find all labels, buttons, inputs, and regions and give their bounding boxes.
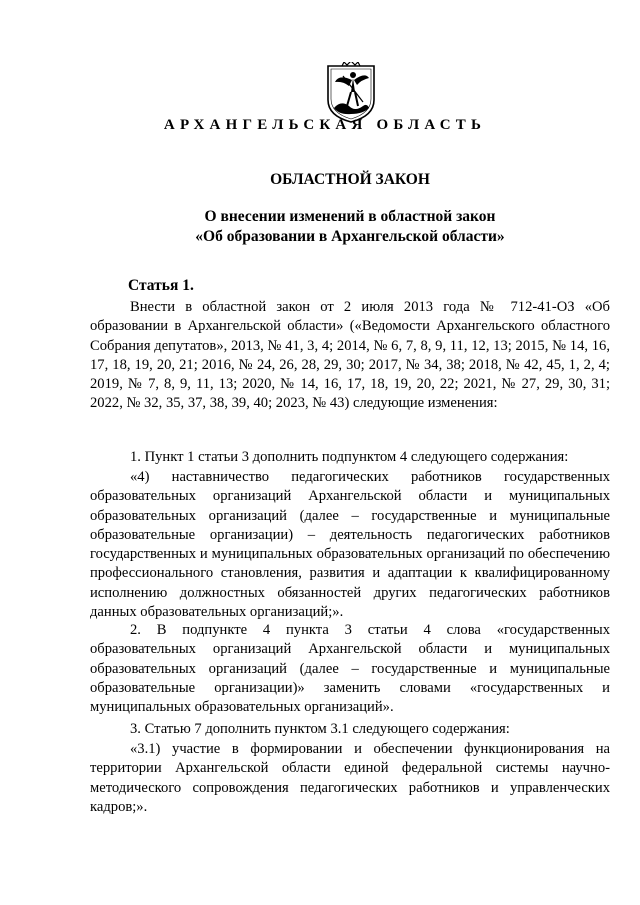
region-name: АРХАНГЕЛЬСКАЯ ОБЛАСТЬ — [163, 117, 487, 133]
paragraph-item-2: 2. В подпункте 4 пункта 3 статьи 4 слова «государственных образовательных организаций Архангельской области и муниципальных образовательных организаций (далее – государственные и муниципальные образовательные организации)» заменить словами «государственных и муниципальных образовательных организаций». — [90, 622, 610, 716]
law-title-line-2: «Об образовании в Архангельской области» — [195, 228, 505, 245]
law-type-heading: ОБЛАСТНОЙ ЗАКОН — [270, 171, 430, 188]
law-title-line-1: О внесении изменений в областной закон — [204, 208, 496, 225]
law-title — [0, 207, 640, 247]
article-heading: Статья 1. — [128, 277, 194, 294]
paragraph-item-3-text: «3.1) участие в формировании и обеспечении функционирования на территории Архангельской области единой федеральной системы научно-методического сопровождения педагогических работников и управленческих кадров;». — [90, 741, 610, 815]
coat-of-arms-icon — [325, 62, 377, 124]
paragraph-item-3: 3. Статью 7 дополнить пунктом 3.1 следующего содержания: — [130, 721, 510, 737]
paragraph-item-1-text: «4) наставничество педагогических работников государственных образовательных организаций Архангельской области и муниципальных образовательных организаций (далее – государственные и муниципальные образовательные организации) – деятельность педагогических работников государственных и муниципальных образовательных организаций по обеспечению профессионального становления, развития и адаптации к квалифицированному исполнению должностных обязанностей других педагогических работников данных образовательных организаций;». — [90, 469, 610, 621]
paragraph-intro: Внести в областной закон от 2 июля 2013 года № 712-41-ОЗ «Об образовании в Архангельской области» («Ведомости Архангельского областного Собрания депутатов», 2013, № 41, 3, 4; 2014, № 6, 7, 8, 9, 11, 12, 13; 2015, № 14, 16, 17, 18, 19, 20, 21; 2016, № 24, 26, 28, 29, 30; 2017, № 34, 38; 2018, № 42, 45, 1, 2, 4; 2019, № 7, 8, 9, 11, 13; 2020, № 14, 16, 17, 18, 19, 20, 22; 2021, № 27, 29, 30, 31; 2022, № 32, 35, 37, 38, 39, 40; 2023, № 43) следующие изменения: — [90, 299, 610, 412]
paragraph-item-1: 1. Пункт 1 статьи 3 дополнить подпунктом 4 следующего содержания: — [130, 449, 569, 465]
